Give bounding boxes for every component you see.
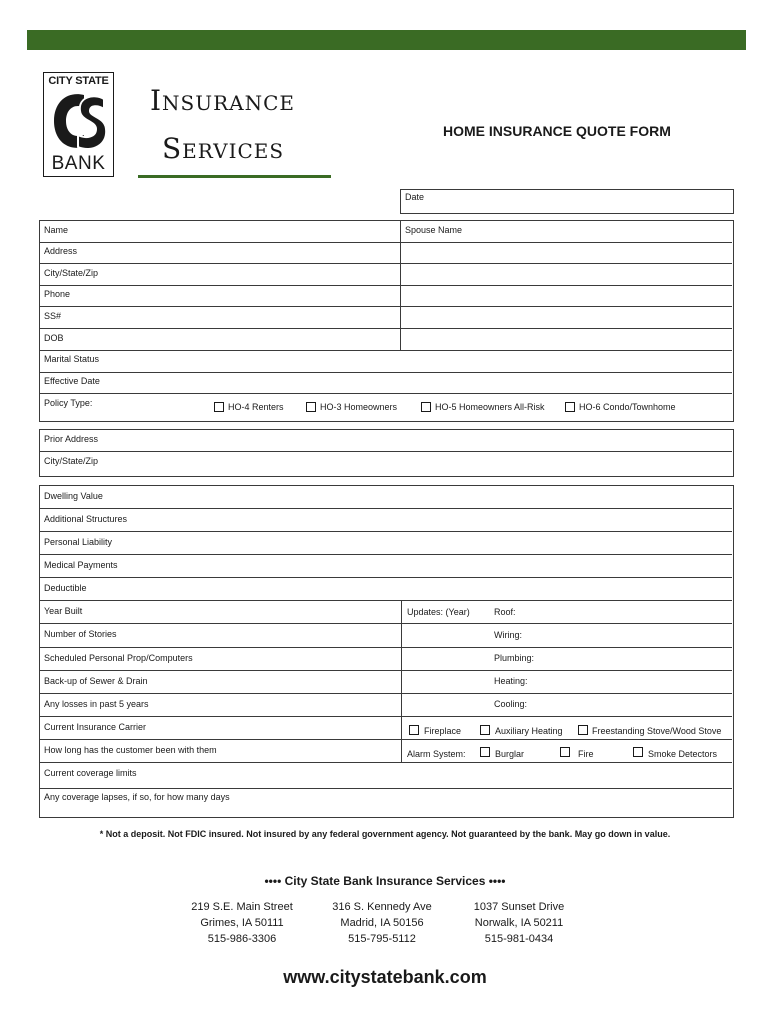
backup-sewer-field[interactable]: Back-up of Sewer & Drain — [44, 676, 148, 686]
row-divider — [40, 693, 732, 694]
heating-field[interactable]: Heating: — [494, 676, 528, 686]
cs-monogram-icon — [50, 89, 107, 153]
location-norwalk — [444, 899, 594, 947]
row-divider — [40, 647, 732, 648]
lapses-field[interactable]: Any coverage lapses, if so, for how many days — [44, 792, 230, 802]
burglar-label: Burglar — [495, 749, 525, 759]
row-divider — [40, 531, 732, 532]
location-city: Norwalk, IA 50211 — [474, 917, 564, 929]
plumbing-field[interactable]: Plumbing: — [494, 653, 535, 663]
row-divider — [40, 739, 732, 740]
how-long-field[interactable]: How long has the customer been with them — [44, 745, 217, 755]
fireplace-label: Fireplace — [424, 726, 462, 736]
cooling-field[interactable]: Cooling: — [494, 699, 528, 709]
dwelling-value-field[interactable]: Dwelling Value — [44, 491, 103, 501]
row-divider — [40, 600, 732, 601]
brand-underline — [138, 175, 331, 178]
ssn-field[interactable]: SS# — [44, 311, 62, 321]
address-field[interactable]: Address — [44, 246, 78, 256]
date-field[interactable] — [400, 189, 734, 214]
row-divider — [40, 508, 732, 509]
fire-label: Fire — [578, 749, 594, 759]
location-phone: 515-981-0434 — [484, 933, 554, 945]
prior-city-state-zip-field[interactable]: City/State/Zip — [44, 456, 99, 466]
policy-ho5-label: HO-5 Homeowners All-Risk — [435, 402, 545, 412]
location-phone: 515-795-5112 — [348, 933, 416, 945]
location-city: Grimes, IA 50111 — [200, 917, 284, 929]
row-divider — [40, 577, 732, 578]
location-city: Madrid, IA 50156 — [340, 917, 424, 929]
location-street: 1037 Sunset Drive — [473, 901, 565, 913]
wood-stove-label: Freestanding Stove/Wood Stove — [592, 726, 722, 736]
row-divider — [40, 393, 732, 394]
fireplace-checkbox[interactable] — [409, 725, 419, 735]
policy-ho6-checkbox[interactable] — [565, 402, 575, 412]
column-divider — [401, 600, 402, 762]
policy-type-label: Policy Type: — [44, 398, 93, 408]
logo-bottom-text: BANK — [51, 153, 106, 174]
location-madrid — [307, 899, 457, 947]
location-phone: 515-986-3306 — [207, 933, 277, 945]
row-divider — [40, 372, 732, 373]
location-street: 316 S. Kennedy Ave — [332, 901, 432, 913]
location-street: 219 S.E. Main Street — [191, 901, 293, 913]
prior-address-field[interactable]: Prior Address — [44, 434, 99, 444]
roof-field[interactable]: Roof: — [494, 607, 516, 617]
losses-field[interactable]: Any losses in past 5 years — [44, 699, 149, 709]
policy-ho4-label: HO-4 Renters — [228, 402, 284, 412]
header-bar — [27, 30, 746, 50]
marital-status-field[interactable]: Marital Status — [44, 354, 100, 364]
policy-ho4-checkbox[interactable] — [214, 402, 224, 412]
effective-date-field[interactable]: Effective Date — [44, 376, 100, 386]
form-title: HOME INSURANCE QUOTE FORM — [443, 123, 671, 139]
row-divider — [40, 306, 732, 307]
footer-title: •••• City State Bank Insurance Services •••• — [264, 874, 506, 888]
fire-checkbox[interactable] — [560, 747, 570, 757]
logo-top-text: CITY STATE — [48, 75, 109, 87]
smoke-detectors-checkbox[interactable] — [633, 747, 643, 757]
burglar-checkbox[interactable] — [480, 747, 490, 757]
row-divider — [40, 623, 732, 624]
updates-year-label: Updates: (Year) — [407, 607, 470, 617]
applicant-section — [39, 220, 734, 422]
scheduled-property-field[interactable]: Scheduled Personal Prop/Computers — [44, 653, 193, 663]
row-divider — [40, 328, 732, 329]
current-limits-field[interactable]: Current coverage limits — [44, 768, 137, 778]
auxiliary-heating-label: Auxiliary Heating — [495, 726, 563, 736]
wiring-field[interactable]: Wiring: — [494, 630, 523, 640]
coverage-section — [39, 485, 734, 818]
auxiliary-heating-checkbox[interactable] — [480, 725, 490, 735]
prior-address-section — [39, 429, 734, 477]
deductible-field[interactable]: Deductible — [44, 583, 87, 593]
spouse-name-field[interactable]: Spouse Name — [405, 225, 463, 235]
row-divider — [40, 670, 732, 671]
name-field[interactable]: Name — [44, 225, 69, 235]
row-divider — [40, 451, 732, 452]
smoke-detectors-label: Smoke Detectors — [648, 749, 718, 759]
row-divider — [40, 788, 732, 789]
brand-line-2: Services — [162, 132, 285, 165]
wood-stove-checkbox[interactable] — [578, 725, 588, 735]
current-carrier-field[interactable]: Current Insurance Carrier — [44, 722, 147, 732]
row-divider — [40, 350, 732, 351]
row-divider — [40, 263, 732, 264]
additional-structures-field[interactable]: Additional Structures — [44, 514, 128, 524]
website-link[interactable]: www.citystatebank.com — [283, 967, 487, 987]
medical-payments-field[interactable]: Medical Payments — [44, 560, 118, 570]
phone-field[interactable]: Phone — [44, 289, 71, 299]
city-state-zip-field[interactable]: City/State/Zip — [44, 268, 99, 278]
disclaimer: * Not a deposit. Not FDIC insured. Not insured by any federal government agency. Not guaranteed by the bank. May go down in value. — [99, 829, 671, 839]
year-built-field[interactable]: Year Built — [44, 606, 83, 616]
brand-line-1: Insurance — [150, 84, 296, 117]
row-divider — [40, 716, 732, 717]
personal-liability-field[interactable]: Personal Liability — [44, 537, 113, 547]
row-divider — [40, 554, 732, 555]
row-divider — [40, 285, 732, 286]
policy-ho3-checkbox[interactable] — [306, 402, 316, 412]
dob-field[interactable]: DOB — [44, 333, 64, 343]
policy-ho6-label: HO-6 Condo/Townhome — [579, 402, 676, 412]
alarm-system-label: Alarm System: — [407, 749, 466, 759]
row-divider — [40, 242, 732, 243]
number-of-stories-field[interactable]: Number of Stories — [44, 629, 117, 639]
policy-ho5-checkbox[interactable] — [421, 402, 431, 412]
policy-ho3-label: HO-3 Homeowners — [320, 402, 398, 412]
row-divider — [40, 762, 732, 763]
location-grimes — [167, 899, 317, 947]
bank-logo — [43, 72, 114, 177]
date-label: Date — [405, 192, 425, 202]
